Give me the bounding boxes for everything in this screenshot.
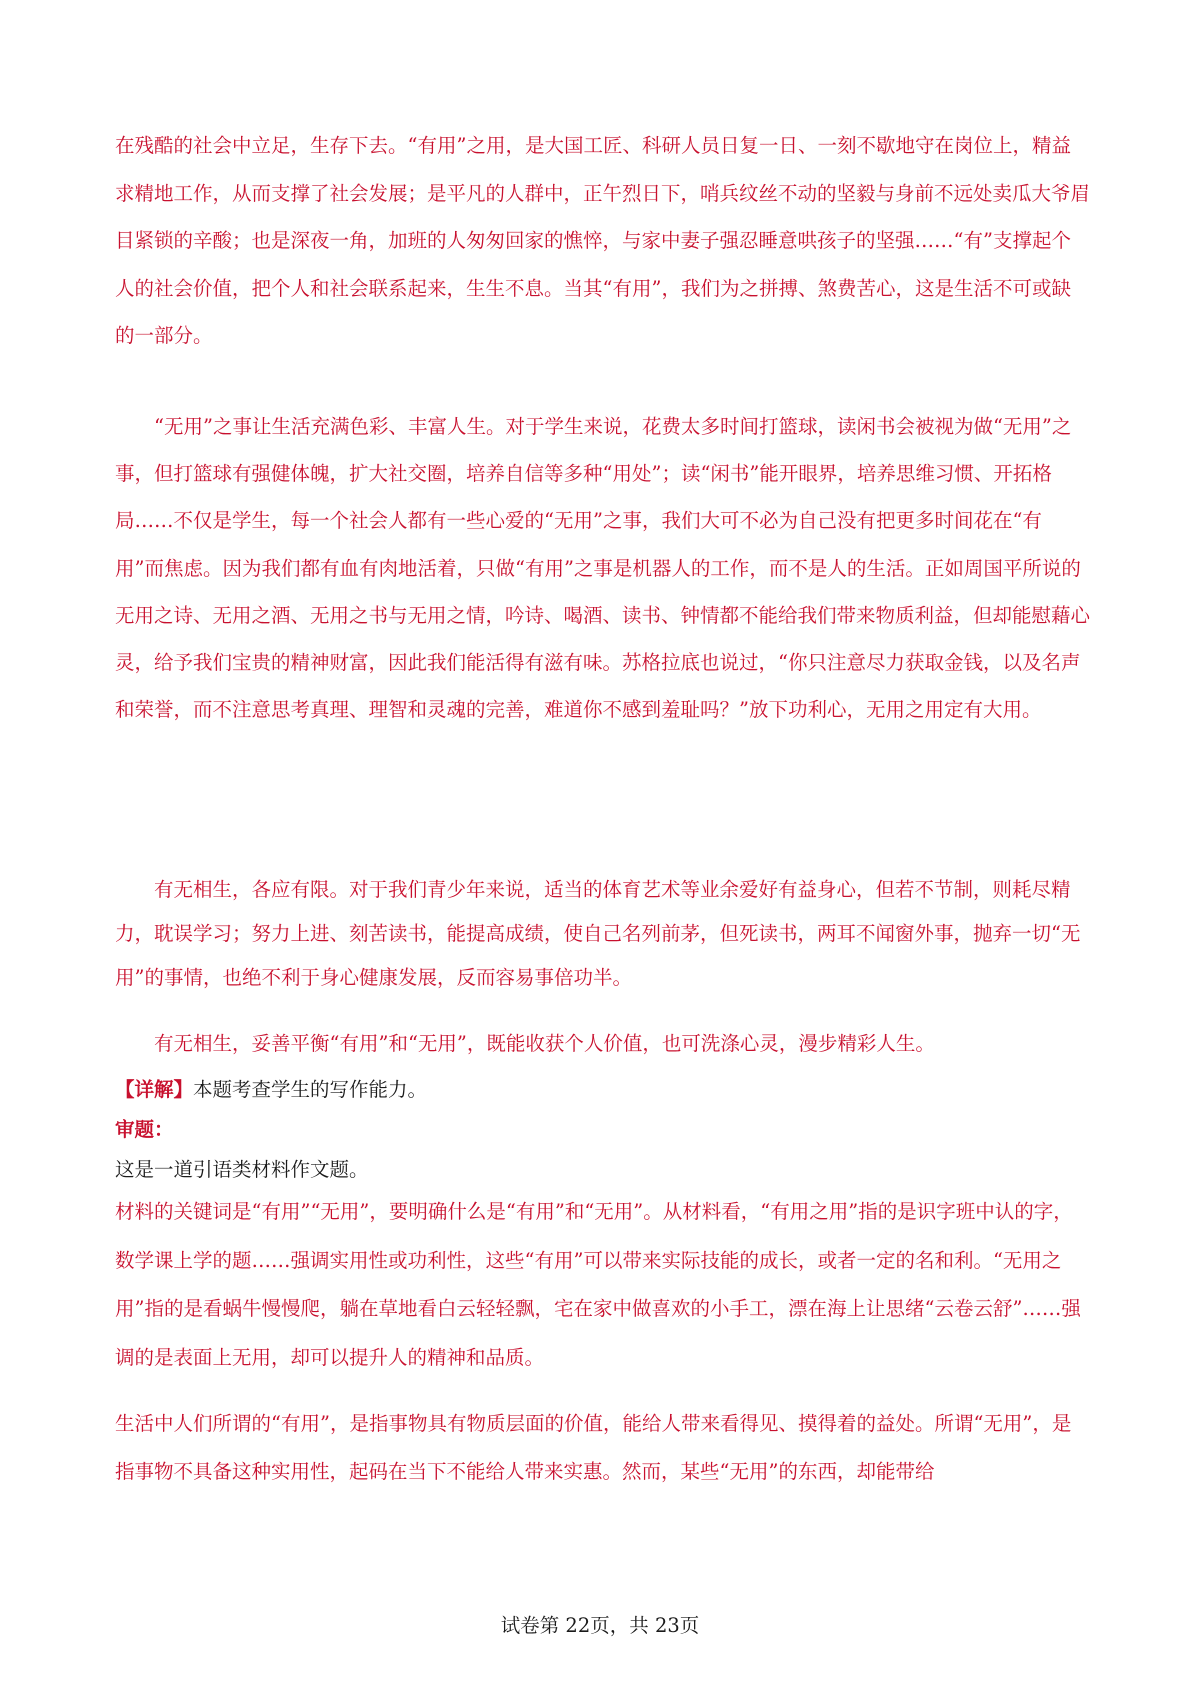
- paragraph-meaning: 生活中人们所谓的“有用”，是指事物具有物质层面的价值，能给人带来看得见、摸得着的益处。所谓“无用”，是指事物不具备这种实用性，起码在当下不能给人带来实惠。然而，某些“无用”的东西，却能带给: [115, 1412, 1072, 1483]
- paragraph-essay-conclusion: 有无相生，妥善平衡“有用”和“无用”，既能收获个人价值，也可洗涤心灵，漫步精彩人生。: [154, 1032, 935, 1055]
- paragraph-essay-useful: 在残酷的社会中立足，生存下去。“有用”之用，是大国工匠、科研人员日复一日、一刻不歇地守在岗位上，精益求精地工作，从而支撑了社会发展；是平凡的人群中，正午烈日下，哨兵纹丝不动的坚毅与身前不远处卖瓜大爷眉目紧锁的辛酸；也是深夜一角，加班的人匆匆回家的憔悴，与家中妻子强忍睡意哄孩子的坚强……“有”支撑起个人的社会价值，把个人和社会联系起来，生生不息。当其“有用”，我们为之拼搏、煞费苦心，这是生活不可或缺的一部分。: [115, 134, 1091, 347]
- page-footer: 试卷第 22页，共 23页: [500, 1614, 700, 1637]
- paragraph-keywords: 材料的关键词是“有用”“无用”，要明确什么是“有用”和“无用”。从材料看，“有用之用”指的是识字班中认的字，数学课上学的题……强调实用性或功利性，这些“有用”可以带来实际技能的成长，或者一定的名和利。“无用之用”指的是看蜗牛慢慢爬，躺在草地看白云轻轻飘，宅在家中做喜欢的小手工，漂在海上让思绪“云卷云舒”……强调的是表面上无用，却可以提升人的精神和品质。: [115, 1200, 1081, 1369]
- paragraph-essay-useless: “无用”之事让生活充满色彩、丰富人生。对于学生来说，花费太多时间打篮球，读闲书会被视为做“无用”之事，但打篮球有强健体魄，扩大社交圈，培养自信等多种“用处”；读“闲书”能开眼界，培养思维习惯、开拓格局……不仅是学生，每一个社会人都有一些心爱的“无用”之事，我们大可不必为自己没有把更多时间花在“有用”而焦虑。因为我们都有血有肉地活着，只做“有用”之事是机器人的工作，而不是人的生活。正如周国平所说的无用之诗、无用之酒、无用之书与无用之情，吟诗、喝酒、读书、钟情都不能给我们带来物质利益，但却能慰藉心灵，给予我们宝贵的精神财富，因此我们能活得有滋有味。苏格拉底也说过，“你只注意尽力获取金钱，以及名声和荣誉，而不注意思考真理、理智和灵魂的完善，难道你不感到羞耻吗？”放下功利心，无用之用定有大用。: [115, 415, 1091, 722]
- paragraph-essay-balance: 有无相生，各应有限。对于我们青少年来说，适当的体育艺术等业余爱好有益身心，但若不节制，则耗尽精力，耽误学习；努力上进、刻苦读书，能提高成绩，使自己名列前茅，但死读书，两耳不闻窗外事，抛弃一切“无用”的事情，也绝不利于身心健康发展，反而容易事倍功半。: [115, 878, 1081, 989]
- detail-text: 本题考查学生的写作能力。: [193, 1078, 428, 1101]
- paragraph-question-type: 这是一道引语类材料作文题。: [115, 1158, 369, 1181]
- heading-review: 审题：: [115, 1118, 174, 1141]
- paragraph-detail: [115, 1070, 1090, 1110]
- detail-label: 【详解】: [115, 1078, 194, 1101]
